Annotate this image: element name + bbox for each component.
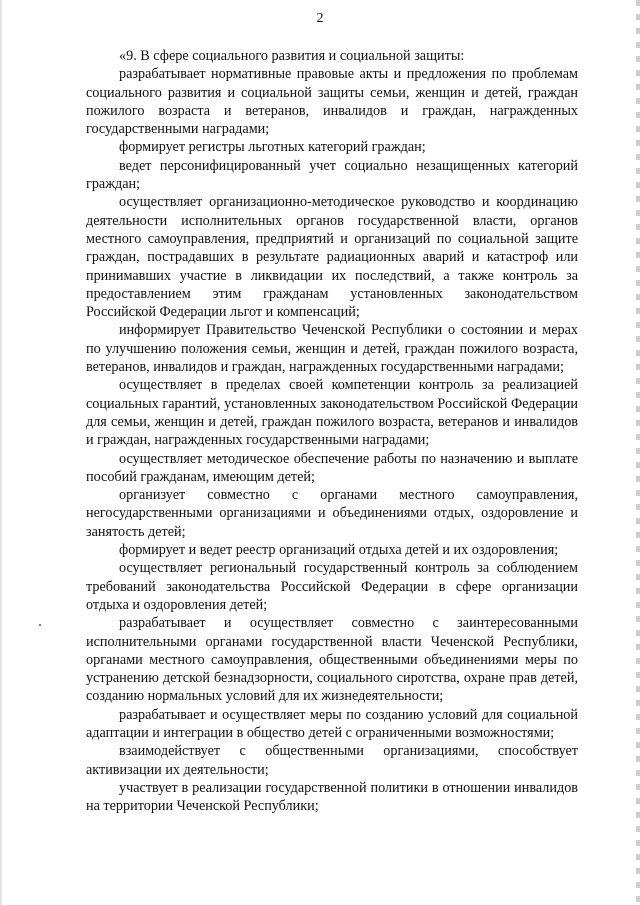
- paragraph: участвует в реализации государственной политики в отношении инвалидов на территории Чеченской Республики;: [86, 779, 578, 815]
- paragraph: формирует регистры льготных категорий граждан;: [119, 139, 426, 156]
- scan-edge-right: [636, 0, 640, 905]
- scan-speck: [39, 624, 41, 626]
- paragraph: ведет персонифицированный учет социально незащищенных категорий граждан;: [86, 157, 578, 193]
- paragraph: разрабатывает и осуществляет совместно с заинтересованными исполнительными органами государственной власти Чеченской Республики, органами местного самоуправления, общественными объединениями меры по устранению детской безнадзорности, социального сиротства, охране прав детей, созданию нормальных условий для их жизнедеятельности;: [86, 615, 578, 705]
- paragraph: разрабатывает и осуществляет меры по созданию условий для социальной адаптации и интеграции в общество детей с ограниченными возможностями;: [86, 706, 578, 741]
- section-heading: «9. В сфере социального развития и социальной защиты:: [119, 48, 465, 64]
- paragraph: организует совместно с органами местного самоуправления, негосударственными организациями и объединениями отдых, оздоровление и занятость детей;: [86, 487, 578, 540]
- scan-edge-left: [0, 0, 3, 905]
- page-number: 2: [316, 11, 324, 26]
- paragraph: осуществляет методическое обеспечение работы по назначению и выплате пособий гражданам, имеющим детей;: [86, 450, 578, 485]
- paragraph: информирует Правительство Чеченской Республики о состоянии и мерах по улучшению положения семьи, женщин и детей, граждан пожилого возраста, ветеранов, инвалидов и граждан, награжденных государственными наградами;: [86, 322, 578, 376]
- paragraph: осуществляет в пределах своей компетенции контроль за реализацией социальных гарантий, установленных законодательством Российской Федерации для семьи, женщин и детей, граждан пожилого возраста, ветеранов и инвалидов и граждан, награжденных государственными наградами;: [86, 377, 578, 449]
- paragraph: осуществляет региональный государственный контроль за соблюдением требований законодательства Российской Федерации в сфере организации отдыха и оздоровления детей;: [86, 560, 578, 613]
- paragraph: разрабатывает нормативные правовые акты и предложения по проблемам социального развития и социальной защиты семьи, женщин и детей, граждан пожилого возраста и ветеранов, инвалидов и граждан, награжденных государственными наградами;: [86, 66, 578, 138]
- paragraph: осуществляет организационно-методическое руководство и координацию деятельности исполнительных органов государственной власти, органов местного самоуправления, предприятий и организаций по социальной защите граждан, пострадавших в результате радиационных аварий и катастроф или принимавших участие в ликвидации их последствий, а также контроль за предоставлением этим гражданам установленных законодательством Российской Федерации льгот и компенсаций;: [86, 194, 578, 321]
- paragraph: взаимодействует с общественными организациями, способствует активизации их деятельности;: [86, 743, 578, 778]
- document-body: [86, 47, 578, 815]
- paragraph: формирует и ведет реестр организаций отдыха детей и их оздоровления;: [119, 542, 559, 559]
